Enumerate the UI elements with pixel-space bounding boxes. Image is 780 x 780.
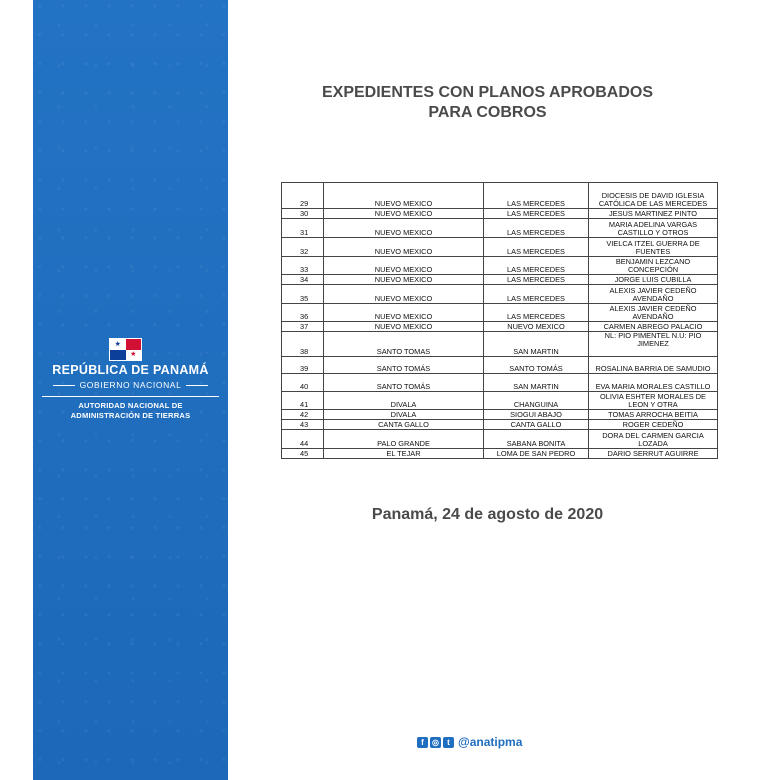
row-number-cell: 42 — [282, 410, 324, 420]
separator-line — [42, 396, 219, 397]
owner-cell — [589, 430, 718, 449]
place-cell: PALO GRANDE — [324, 430, 484, 449]
table-row — [282, 449, 718, 459]
owner-line: CONCEPCIÓN — [627, 265, 679, 274]
place-cell: DIVALA — [324, 410, 484, 420]
row-number-cell: 38 — [282, 332, 324, 357]
place-cell: SANTO TOMÁS — [324, 357, 484, 374]
table-row — [282, 374, 718, 392]
area-cell: SABANA BONITA — [484, 430, 589, 449]
owner-line: TOMAS ARROCHA BEITIA — [608, 410, 698, 419]
owner-cell — [589, 449, 718, 459]
right-divider — [186, 385, 208, 386]
owner-line — [591, 348, 715, 356]
owner-line: LOZADA — [638, 439, 668, 448]
row-number-cell: 31 — [282, 219, 324, 238]
area-cell: LAS MERCEDES — [484, 285, 589, 304]
area-cell: SAN MARTIN — [484, 332, 589, 357]
owner-line: ROSALINA BARRIA DE SAMUDIO — [595, 364, 711, 373]
title-line-1: EXPEDIENTES CON PLANOS APROBADOS — [321, 84, 653, 101]
owner-line: AVENDAÑO — [632, 294, 674, 303]
area-cell: CANTA GALLO — [484, 420, 589, 430]
records-table — [281, 182, 718, 459]
owner-line: VIELCA ITZEL GUERRA DE — [606, 239, 700, 248]
panama-flag-icon: ★ ★ — [109, 338, 142, 361]
owner-line: BENJAMIN LEZCANO — [615, 257, 691, 266]
row-number-cell: 32 — [282, 238, 324, 257]
table-row — [282, 257, 718, 275]
owner-cell — [589, 392, 718, 410]
table-row — [282, 285, 718, 304]
place-cell: NUEVO MEXICO — [324, 219, 484, 238]
table-row — [282, 209, 718, 219]
authority-line-2: ADMINISTRACIÓN DE TIERRAS — [70, 411, 191, 420]
owner-line: JESUS MARTINEZ PINTO — [608, 209, 698, 218]
row-number-cell: 37 — [282, 322, 324, 332]
owner-line: EVA MARIA MORALES CASTILLO — [595, 382, 711, 391]
owner-cell — [589, 357, 718, 374]
area-cell: NUEVO MEXICO — [484, 322, 589, 332]
owner-cell — [589, 275, 718, 285]
table-row — [282, 183, 718, 209]
owner-line: CASTILLO Y OTROS — [617, 228, 689, 237]
owner-line: JORGE LUIS CUBILLA — [614, 275, 692, 284]
place-cell: NUEVO MEXICO — [324, 238, 484, 257]
owner-cell — [589, 332, 718, 357]
facebook-icon[interactable]: f — [417, 737, 428, 748]
row-number-cell: 41 — [282, 392, 324, 410]
instagram-icon[interactable]: ◎ — [430, 737, 441, 748]
row-number-cell: 35 — [282, 285, 324, 304]
area-cell: SANTO TOMÁS — [484, 357, 589, 374]
owner-line: DARIO SERRUT AGUIRRE — [607, 449, 699, 458]
row-number-cell: 29 — [282, 183, 324, 209]
row-number-cell: 40 — [282, 374, 324, 392]
area-cell: LAS MERCEDES — [484, 304, 589, 322]
owner-line: LEON Y OTRA — [628, 400, 678, 409]
owner-cell — [589, 420, 718, 430]
table-row — [282, 219, 718, 238]
row-number-cell: 44 — [282, 430, 324, 449]
owner-line: AVENDAÑO — [632, 312, 674, 321]
area-cell: SAN MARTIN — [484, 374, 589, 392]
area-cell: LAS MERCEDES — [484, 219, 589, 238]
left-divider — [53, 385, 75, 386]
owner-cell — [589, 322, 718, 332]
row-number-cell: 39 — [282, 357, 324, 374]
owner-cell — [589, 285, 718, 304]
row-number-cell: 43 — [282, 420, 324, 430]
owner-line: FUENTES — [635, 247, 671, 256]
title-line-2: PARA COBROS — [428, 104, 547, 121]
place-cell: DIVALA — [324, 392, 484, 410]
social-handle[interactable]: @anatipma — [458, 735, 523, 749]
place-cell: NUEVO MEXICO — [324, 257, 484, 275]
area-cell: LAS MERCEDES — [484, 257, 589, 275]
table-row — [282, 304, 718, 322]
authority-name — [33, 401, 228, 421]
owner-line: DIOCESIS DE DAVID IGLESIA — [601, 191, 705, 200]
row-number-cell: 30 — [282, 209, 324, 219]
authority-line-1: AUTORIDAD NACIONAL DE — [78, 401, 183, 410]
owner-cell — [589, 238, 718, 257]
place-cell: EL TEJAR — [324, 449, 484, 459]
table-row — [282, 357, 718, 374]
document-title — [290, 83, 685, 123]
owner-line: CARMEN ABREGO PALACIO — [603, 322, 703, 331]
table-row — [282, 410, 718, 420]
table-row — [282, 392, 718, 410]
sidebar-panel — [33, 0, 228, 780]
owner-line: CATÓLICA DE LAS MERCEDES — [598, 199, 708, 208]
place-cell: NUEVO MEXICO — [324, 209, 484, 219]
place-cell: NUEVO MEXICO — [324, 322, 484, 332]
place-cell: NUEVO MEXICO — [324, 183, 484, 209]
area-cell: LAS MERCEDES — [484, 238, 589, 257]
owner-line: OLIVIA ESHTER MORALES DE — [600, 392, 706, 401]
owner-cell — [589, 374, 718, 392]
table-row — [282, 430, 718, 449]
place-cell: SANTO TOMÁS — [324, 374, 484, 392]
table-row — [282, 332, 718, 357]
area-cell: LAS MERCEDES — [484, 209, 589, 219]
place-cell: NUEVO MEXICO — [324, 285, 484, 304]
owner-line: NL: PIO PIMENTEL N.U: PIO — [604, 331, 702, 340]
area-cell: SIOGUI ABAJO — [484, 410, 589, 420]
government-label: GOBIERNO NACIONAL — [79, 380, 182, 390]
owner-cell — [589, 209, 718, 219]
country-name: REPÚBLICA DE PANAMÁ — [52, 363, 209, 377]
owner-cell — [589, 257, 718, 275]
area-cell: CHANGUINA — [484, 392, 589, 410]
records-table-container — [281, 182, 717, 459]
owner-line: ROGER CEDEÑO — [622, 420, 684, 429]
table-row — [282, 322, 718, 332]
owner-line: ALEXIS JAVIER CEDEÑO — [609, 286, 697, 295]
row-number-cell: 36 — [282, 304, 324, 322]
owner-cell — [589, 304, 718, 322]
row-number-cell: 33 — [282, 257, 324, 275]
area-cell: LOMA DE SAN PEDRO — [484, 449, 589, 459]
owner-line: DORA DEL CARMEN GARCIA — [602, 431, 704, 440]
document-date: Panamá, 24 de agosto de 2020 — [371, 506, 604, 523]
row-number-cell: 45 — [282, 449, 324, 459]
place-cell: NUEVO MEXICO — [324, 304, 484, 322]
place-cell: NUEVO MEXICO — [324, 275, 484, 285]
government-label-row — [33, 380, 228, 390]
row-number-cell: 34 — [282, 275, 324, 285]
owner-line: MARIA ADELINA VARGAS — [608, 220, 698, 229]
owner-line: ALEXIS JAVIER CEDEÑO — [609, 304, 697, 313]
table-row — [282, 420, 718, 430]
table-row — [282, 275, 718, 285]
area-cell: LAS MERCEDES — [484, 275, 589, 285]
place-cell: SANTO TOMAS — [324, 332, 484, 357]
table-row — [282, 238, 718, 257]
owner-cell — [589, 183, 718, 209]
place-cell: CANTA GALLO — [324, 420, 484, 430]
twitter-icon[interactable]: t — [443, 737, 454, 748]
area-cell: LAS MERCEDES — [484, 183, 589, 209]
owner-line: JIMENEZ — [637, 339, 669, 348]
social-links — [417, 735, 522, 749]
owner-cell — [589, 219, 718, 238]
owner-cell — [589, 410, 718, 420]
